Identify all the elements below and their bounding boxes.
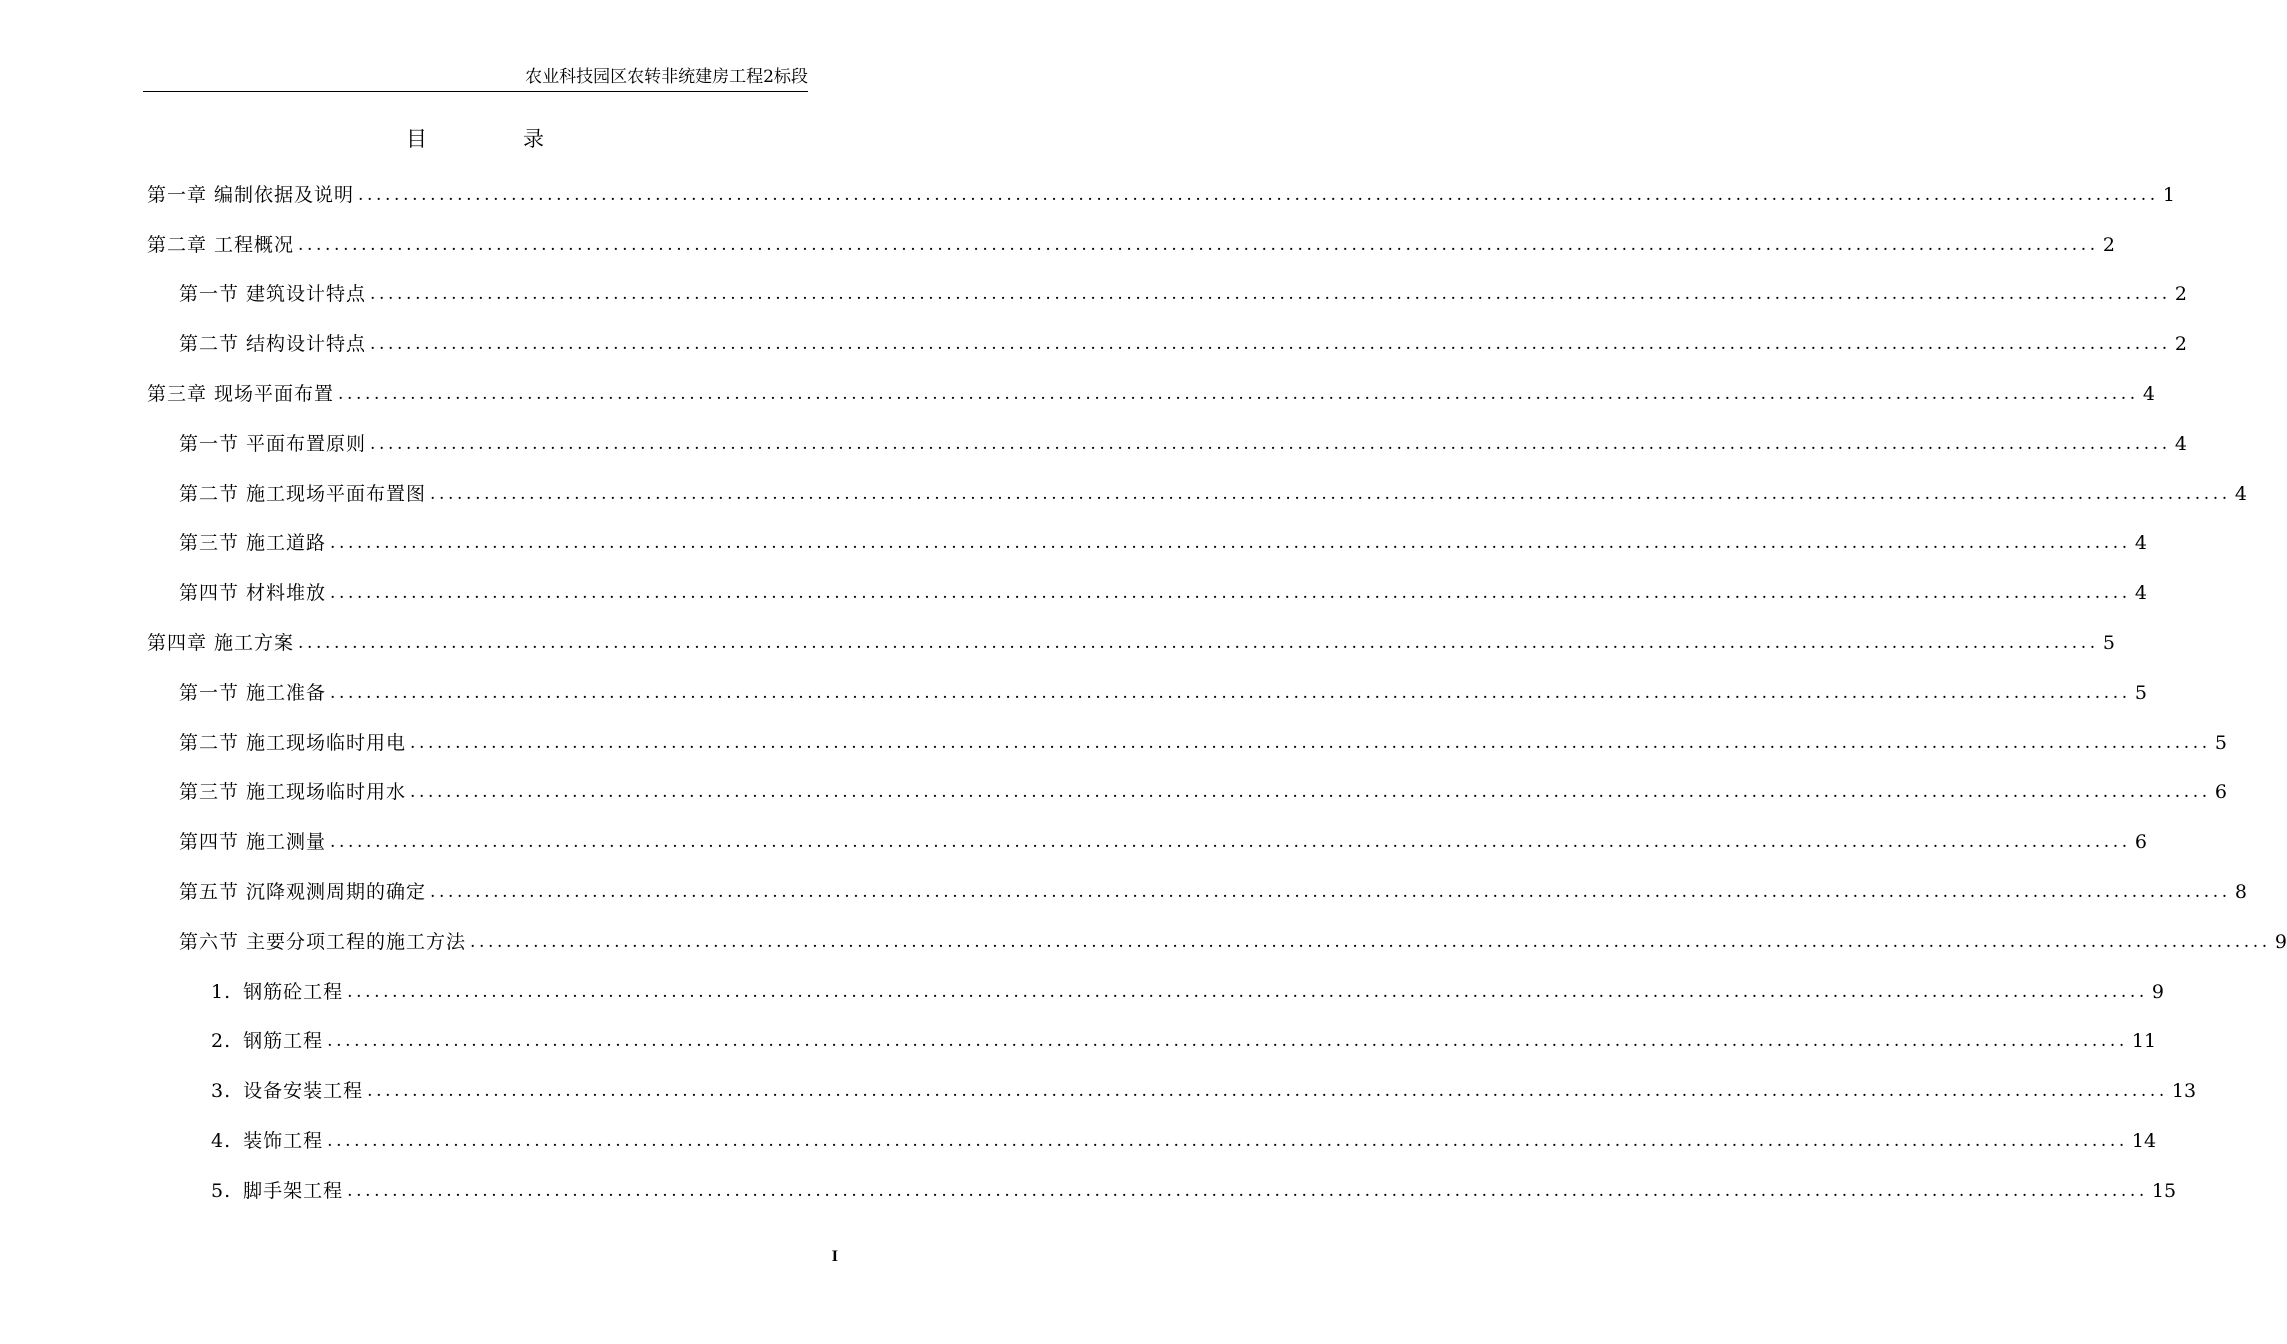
toc-entry-number: 5. [211,1179,232,1202]
toc-entry-text: 第一节 建筑设计特点 [179,283,367,306]
toc-entry[interactable] [147,319,2187,369]
toc-entry-label [179,431,366,457]
toc-leader-dots: ........................................................................................................................................................................................................ [370,433,2171,454]
toc-entry-label [179,829,326,855]
toc-title [0,124,950,154]
toc-leader-dots: ........................................................................................................................................................................................................ [330,682,2131,703]
toc-entry-number: 1. [211,980,232,1003]
toc-entry[interactable] [147,618,2115,668]
toc-entry-label [211,1178,343,1204]
toc-entry[interactable] [147,170,2175,220]
toc-entry-text: 第四节 施工测量 [179,831,327,854]
toc-title-left: 目 [406,127,427,151]
toc-entry[interactable] [147,1017,2157,1067]
toc-entry-text: 第六节 主要分项工程的施工方法 [179,930,467,953]
toc-leader-dots: ........................................................................................................................................................................................................ [430,882,2231,903]
toc-leader-dots: ........................................................................................................................................................................................................ [358,184,2159,205]
toc-entry-page: 9 [2151,980,2165,1003]
toc-leader-dots: ........................................................................................................................................................................................................ [347,981,2148,1002]
toc-entry-text: 第二章 工程概况 [147,233,295,256]
toc-entry[interactable] [147,718,2227,768]
toc-leader-dots: ........................................................................................................................................................................................................ [410,732,2211,753]
toc-entry-page: 4 [2234,482,2247,505]
toc-entry-label [211,1028,323,1054]
toc-entry-label [179,730,406,756]
toc-entry-text: 第三节 施工现场临时用水 [179,781,407,804]
toc-entry-page: 11 [2131,1030,2157,1053]
toc-entry-label [179,281,366,307]
toc-entry-page: 4 [2142,383,2155,406]
toc-leader-dots: ........................................................................................................................................................................................................ [338,384,2139,405]
toc-entry-number: 2. [211,1030,232,1053]
toc-leader-dots: ........................................................................................................................................................................................................ [327,1131,2128,1152]
toc-entry-number: 4. [211,1130,232,1153]
toc-entry[interactable] [147,469,2247,519]
toc-entry-page: 1 [2162,183,2175,206]
toc-entry-page: 4 [2134,582,2147,605]
toc-entry-label [179,779,406,805]
toc-entry-label [179,530,326,556]
toc-entry[interactable] [147,270,2187,320]
toc-entry-page: 6 [2214,781,2227,804]
toc-entry[interactable] [147,867,2247,917]
toc-leader-dots: ........................................................................................................................................................................................................ [327,1031,2128,1052]
header-rule [143,91,808,92]
toc-leader-dots: ........................................................................................................................................................................................................ [330,533,2131,554]
toc-entry[interactable] [147,817,2147,867]
toc-leader-dots: ........................................................................................................................................................................................................ [330,832,2131,853]
toc-entry-page: 4 [2174,432,2187,455]
toc-entry-label [179,481,426,507]
toc-entry-page: 15 [2151,1179,2177,1202]
toc-entry-page: 2 [2102,233,2115,256]
toc-entry[interactable] [147,1166,2177,1216]
toc-leader-dots: ........................................................................................................................................................................................................ [347,1180,2148,1201]
toc-entry-text: 第三节 施工道路 [179,532,327,555]
toc-entry[interactable] [147,768,2227,818]
page-number: I [831,1248,838,1265]
toc-leader-dots: ........................................................................................................................................................................................................ [330,583,2131,604]
toc-entry[interactable] [147,668,2147,718]
toc-leader-dots: ........................................................................................................................................................................................................ [370,334,2171,355]
toc-entry-label [179,580,326,606]
toc-entry[interactable] [147,967,2165,1017]
toc-entry-text: 第三章 现场平面布置 [147,383,335,406]
toc-entry-label [179,879,426,905]
toc-leader-dots: ........................................................................................................................................................................................................ [298,633,2099,654]
toc-leader-dots: ........................................................................................................................................................................................................ [367,1081,2168,1102]
toc-entry-page: 14 [2131,1130,2157,1153]
toc-leader-dots: ........................................................................................................................................................................................................ [410,782,2211,803]
toc-entry-page: 8 [2234,881,2247,904]
toc-entry-page: 2 [2174,333,2187,356]
toc-entry-number: 3. [211,1080,232,1103]
table-of-contents [147,170,2287,1216]
toc-entry-text: 第二节 施工现场临时用电 [179,731,407,754]
toc-leader-dots: ........................................................................................................................................................................................................ [370,284,2171,305]
toc-entry-page: 6 [2134,831,2147,854]
toc-entry[interactable] [147,1066,2197,1116]
toc-entry-text: 第四章 施工方案 [147,632,295,655]
toc-entry-text: 第五节 沉降观测周期的确定 [179,881,427,904]
toc-entry-label [179,680,326,706]
toc-entry-text: 第四节 材料堆放 [179,582,327,605]
toc-entry-page: 2 [2174,283,2187,306]
toc-leader-dots: ........................................................................................................................................................................................................ [470,931,2271,952]
toc-entry-page: 5 [2214,731,2227,754]
toc-entry[interactable] [147,369,2155,419]
toc-entry[interactable] [147,419,2187,469]
toc-entry-label [147,630,294,656]
toc-entry-text: 第一章 编制依据及说明 [147,183,355,206]
toc-entry-page: 5 [2102,632,2115,655]
toc-title-right: 录 [523,127,544,151]
toc-entry-text: 第一节 平面布置原则 [179,432,367,455]
toc-entry-label [211,1078,363,1104]
toc-entry-page: 4 [2134,532,2147,555]
toc-entry[interactable] [147,568,2147,618]
toc-leader-dots: ........................................................................................................................................................................................................ [298,234,2099,255]
toc-entry-label [147,381,334,407]
toc-entry-text: 钢筋工程 [243,1030,324,1053]
toc-entry-text: 第二节 施工现场平面布置图 [179,482,427,505]
toc-entry-text: 第一节 施工准备 [179,681,327,704]
toc-entry-page: 13 [2171,1080,2197,1103]
toc-entry-label [211,979,343,1005]
running-header: 农业科技园区农转非统建房工程2标段 [525,67,808,87]
toc-entry-label [179,929,466,955]
toc-entry-label [147,182,354,208]
toc-entry[interactable] [147,519,2147,569]
toc-entry-text: 第二节 结构设计特点 [179,333,367,356]
toc-entry[interactable] [147,220,2115,270]
toc-entry[interactable] [147,1116,2157,1166]
toc-entry[interactable] [147,917,2287,967]
toc-entry-label [147,232,294,258]
toc-entry-label [179,331,366,357]
toc-entry-label [211,1128,323,1154]
toc-entry-text: 设备安装工程 [243,1080,364,1103]
toc-entry-page: 5 [2134,681,2147,704]
toc-entry-text: 钢筋砼工程 [243,980,344,1003]
toc-entry-page: 9 [2274,930,2287,953]
toc-leader-dots: ........................................................................................................................................................................................................ [430,483,2231,504]
toc-entry-text: 脚手架工程 [243,1179,344,1202]
toc-entry-text: 装饰工程 [243,1130,324,1153]
